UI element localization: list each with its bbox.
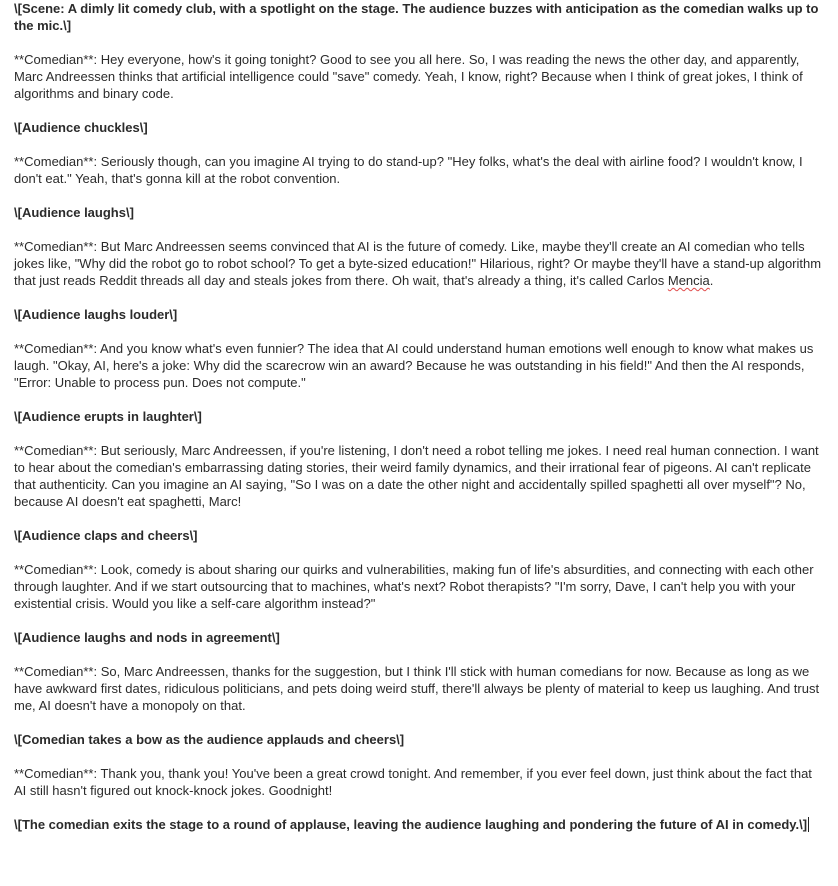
blank-line — [14, 34, 824, 51]
blank-line — [14, 544, 824, 561]
audience-cue-6: \[Audience laughs and nods in agreement\] — [14, 630, 280, 645]
scene-opening: \[Scene: A dimly lit comedy club, with a spotlight on the stage. The audience buzzes with anticipation as the comedian walks up to the mic.\] — [14, 1, 819, 33]
scene-closing-text: \[The comedian exits the stage to a round of applause, leaving the audience laughing and pondering the future of AI in comedy.\] — [14, 817, 808, 832]
comedian-line-3 — [14, 238, 824, 289]
comedian-line-8: **Comedian**: Thank you, thank you! You've been a great crowd tonight. And remember, if you ever feel down, just think about the fact that AI still hasn't figured out knock-knock jokes. Goodnight! — [14, 766, 812, 798]
blank-line — [14, 289, 824, 306]
blank-line — [14, 102, 824, 119]
audience-cue-1: \[Audience chuckles\] — [14, 120, 148, 135]
comedian-line-6: **Comedian**: Look, comedy is about sharing our quirks and vulnerabilities, making fun of life's absurdities, and connecting with each other through laughter. And if we start outsourcing that to machines, what's next? Robot therapists? "I'm sorry, Dave, I can't help you with your existential crisis. Would you like a self-care algorithm instead?" — [14, 562, 814, 611]
spellcheck-flagged-word[interactable]: Mencia — [667, 273, 710, 288]
comedian-line-1: **Comedian**: Hey everyone, how's it going tonight? Good to see you all here. So, I was reading the news the other day, and apparently, Marc Andreessen thinks that artificial intelligence could "save" comedy. Yeah, I know, right? Because when I think of great jokes, I think of algorithms and binary code. — [14, 52, 803, 101]
blank-line — [14, 748, 824, 765]
comedian-line-3-end: . — [709, 273, 714, 288]
blank-line — [14, 646, 824, 663]
blank-line — [14, 391, 824, 408]
blank-line — [14, 187, 824, 204]
audience-cue-3: \[Audience laughs louder\] — [14, 307, 178, 322]
comedian-line-3-text: **Comedian**: But Marc Andreessen seems convinced that AI is the future of comedy. Like, maybe they'll create an AI comedian who tells jokes like, "Why did the robot go to robot school? To get a byte-sized education!" Hilarious, right? Or maybe they'll have a stand-up algorithm that just reads Reddit threads all day and steals jokes from there. Oh wait, that's already a thing, it's called Carlos — [14, 239, 822, 288]
text-cursor — [808, 817, 809, 832]
blank-line — [14, 714, 824, 731]
comedian-line-4: **Comedian**: And you know what's even funnier? The idea that AI could understand human emotions well enough to know what makes us laugh. "Okay, AI, here's a joke: Why did the scarecrow win an award? Because he was outstanding in his field!" And then the AI responds, "Error: Unable to process pun. Does not compute." — [14, 341, 814, 390]
blank-line — [14, 425, 824, 442]
comedian-line-7: **Comedian**: So, Marc Andreessen, thanks for the suggestion, but I think I'll stick with human comedians for now. Because as long as we have awkward first dates, ridiculous politicians, and pets doing weird stuff, there'll always be plenty of material to keep us laughing. And trust me, AI doesn't have a monopoly on that. — [14, 664, 820, 713]
blank-line — [14, 510, 824, 527]
comedian-line-5: **Comedian**: But seriously, Marc Andreessen, if you're listening, I don't need a robot telling me jokes. I need real human connection. I want to hear about the comedian's embarrassing dating stories, their weird family dynamics, and their irrational fear of pigeons. AI can't replicate that authenticity. Can you imagine an AI saying, "So I was on a date the other night and accidentally spilled spaghetti all over myself"? No, because AI doesn't eat spaghetti, Marc! — [14, 443, 819, 509]
blank-line — [14, 323, 824, 340]
scene-closing — [14, 816, 824, 833]
blank-line — [14, 136, 824, 153]
comedian-line-2: **Comedian**: Seriously though, can you imagine AI trying to do stand-up? "Hey folks, what's the deal with airline food? I wouldn't know, I don't eat." Yeah, that's gonna kill at the robot convention. — [14, 154, 803, 186]
audience-cue-5: \[Audience claps and cheers\] — [14, 528, 198, 543]
stage-direction-bow: \[Comedian takes a bow as the audience applauds and cheers\] — [14, 732, 405, 747]
audience-cue-4: \[Audience erupts in laughter\] — [14, 409, 202, 424]
blank-line — [14, 799, 824, 816]
blank-line — [14, 612, 824, 629]
blank-line — [14, 221, 824, 238]
audience-cue-2: \[Audience laughs\] — [14, 205, 134, 220]
